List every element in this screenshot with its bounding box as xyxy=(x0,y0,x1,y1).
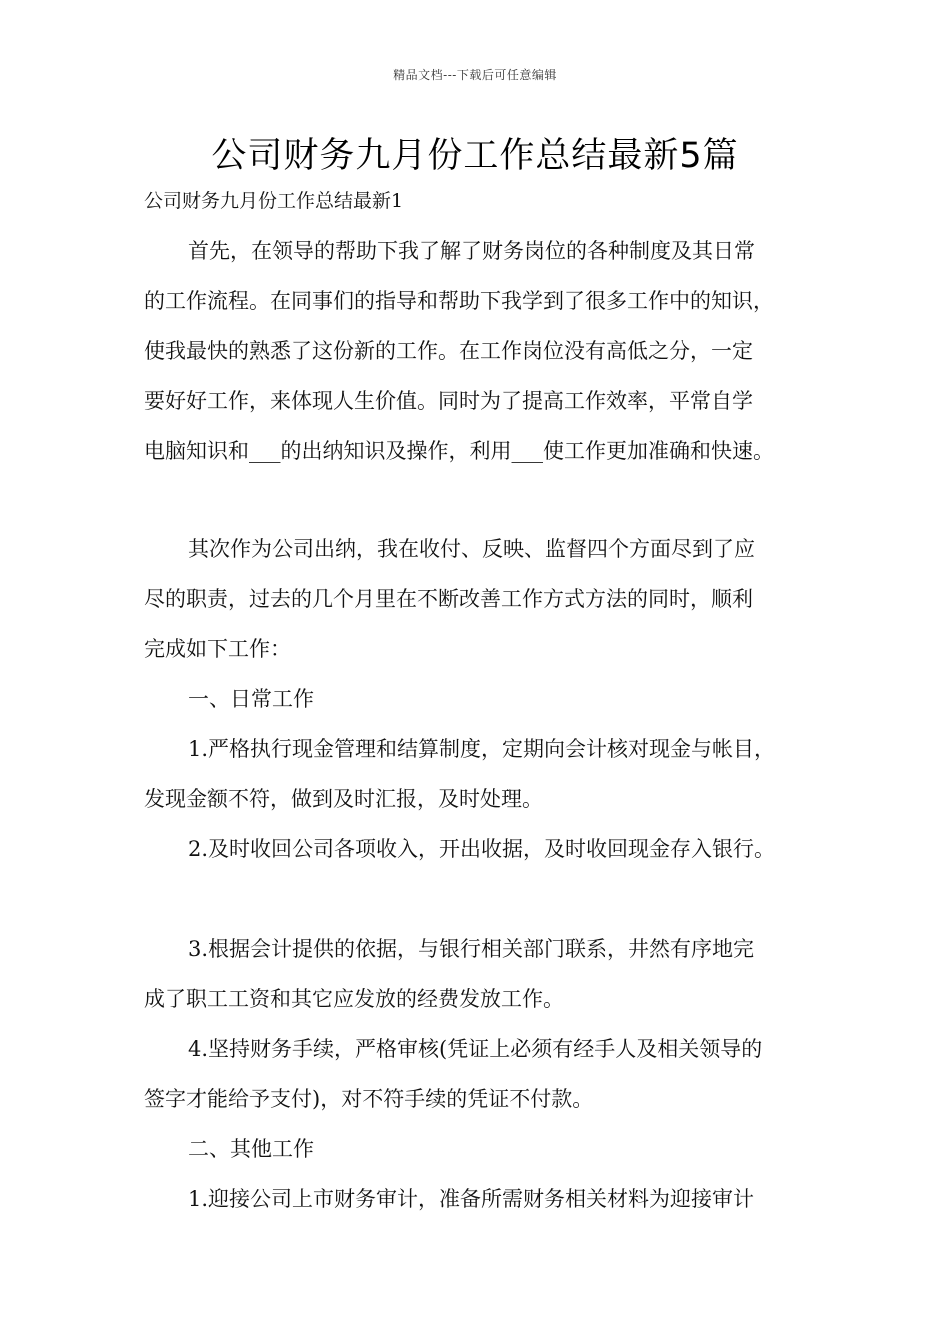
text-line: 尽的职责，过去的几个月里在不断改善工作方式方法的同时，顺利 xyxy=(144,587,753,611)
list-item: 1.迎接公司上市财务审计，准备所需财务相关材料为迎接审计 xyxy=(188,1187,755,1211)
document-title: 公司财务九月份工作总结最新5篇 xyxy=(211,136,739,176)
header-note: 精品文档---下载后可任意编辑 xyxy=(393,68,557,82)
list-item: 1.严格执行现金管理和结算制度，定期向会计核对现金与帐目， xyxy=(188,737,776,761)
paragraph-block-1 xyxy=(144,226,824,476)
list-item: 2.及时收回公司各项收入，开出收据，及时收回现金存入银行。 xyxy=(188,837,776,861)
text-line: 要好好工作，来体现人生价值。同时为了提高工作效率，平常自学 xyxy=(144,389,753,413)
paragraph-block-2 xyxy=(144,524,824,874)
text-line: 签字才能给予支付)，对不符手续的凭证不付款。 xyxy=(144,1087,594,1111)
list-heading: 二、其他工作 xyxy=(188,1137,314,1161)
list-item: 3.根据会计提供的依据，与银行相关部门联系，井然有序地完 xyxy=(188,937,755,961)
paragraph-block-3 xyxy=(144,924,824,1224)
section-heading: 公司财务九月份工作总结最新1 xyxy=(144,190,404,212)
list-item: 4.坚持财务手续，严格审核(凭证上必须有经手人及相关领导的 xyxy=(188,1037,763,1061)
text-line: 发现金额不符，做到及时汇报，及时处理。 xyxy=(144,787,543,811)
text-line: 其次作为公司出纳，我在收付、反映、监督四个方面尽到了应 xyxy=(188,537,755,561)
text-line: 首先，在领导的帮助下我了解了财务岗位的各种制度及其日常 xyxy=(188,239,755,263)
text-line: 使我最快的熟悉了这份新的工作。在工作岗位没有高低之分，一定 xyxy=(144,339,753,363)
text-line: 完成如下工作： xyxy=(144,637,291,661)
list-heading: 一、日常工作 xyxy=(188,687,314,711)
text-line: 的工作流程。在同事们的指导和帮助下我学到了很多工作中的知识， xyxy=(144,289,774,313)
text-line: 电脑知识和___的出纳知识及操作，利用___使工作更加准确和快速。 xyxy=(144,439,774,463)
text-line: 成了职工工资和其它应发放的经费发放工作。 xyxy=(144,987,564,1011)
